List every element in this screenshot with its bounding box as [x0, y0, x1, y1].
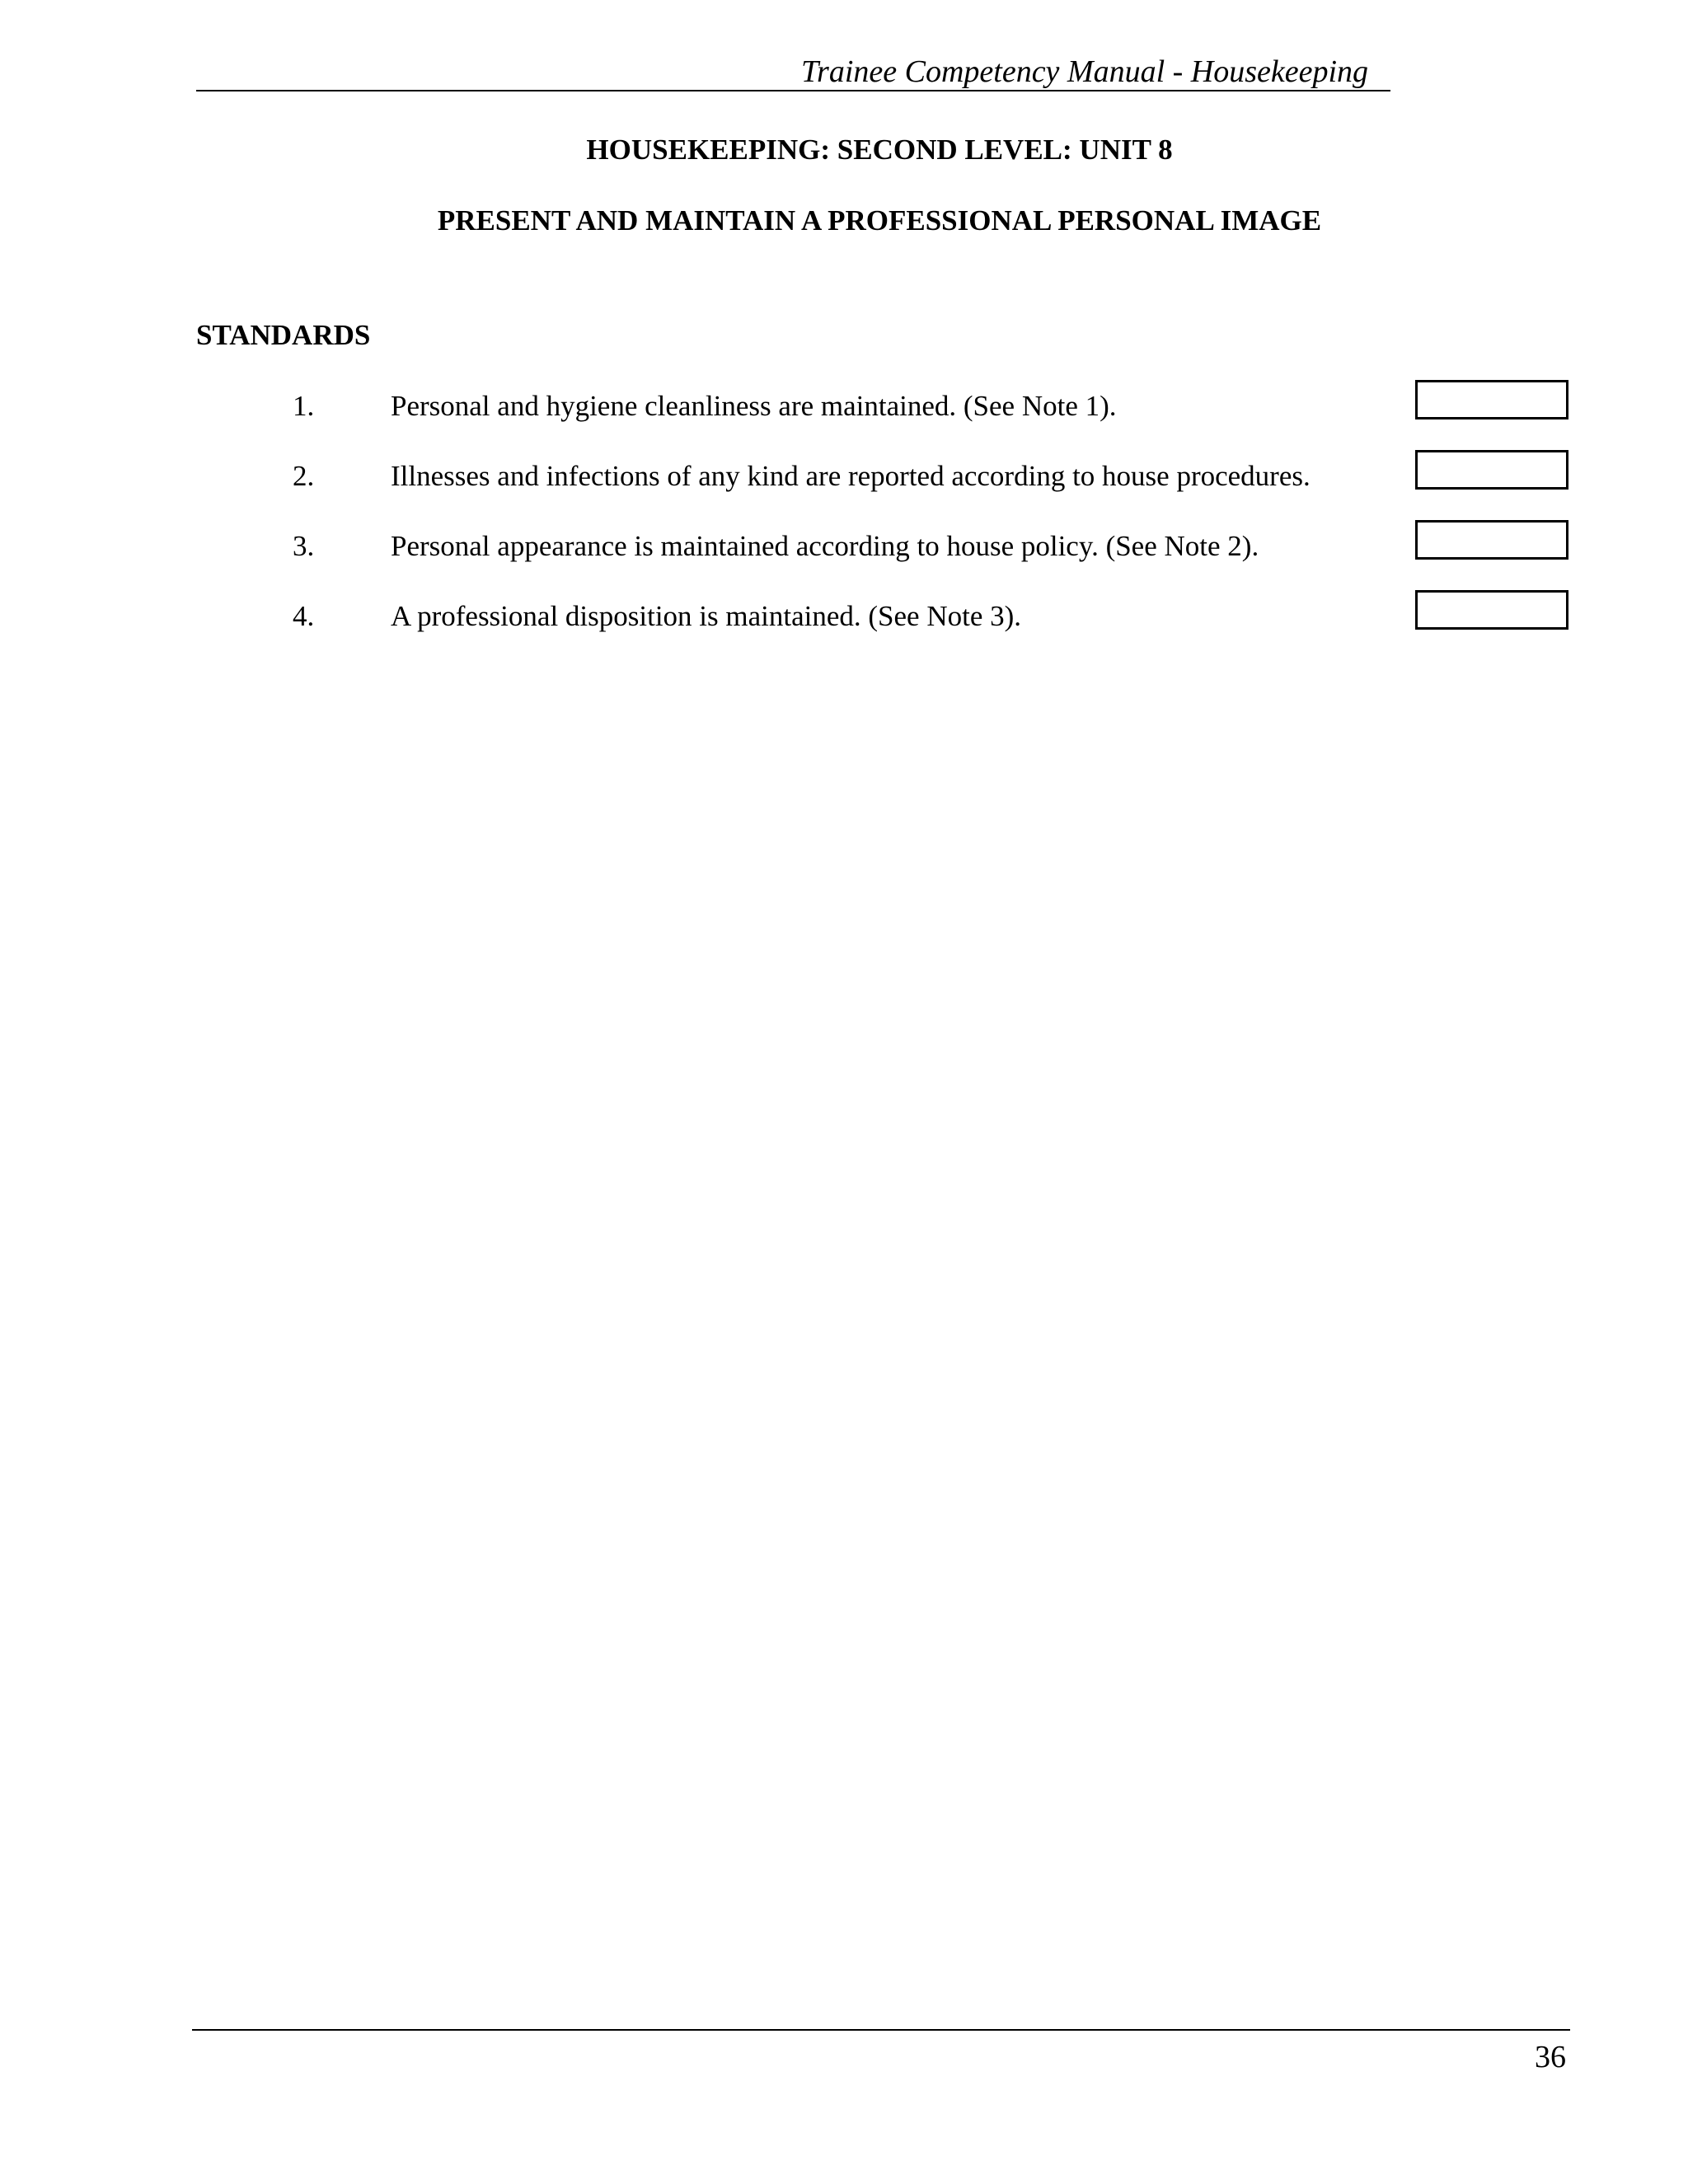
standard-item	[0, 390, 1688, 429]
standard-number: 2.	[293, 460, 315, 492]
standard-text: Personal appearance is maintained according to house policy. (See Note 2).	[391, 530, 1259, 562]
unit-title: PRESENT AND MAINTAIN A PROFESSIONAL PERSONAL IMAGE	[437, 204, 1322, 237]
competency-checkbox[interactable]	[1415, 520, 1568, 560]
standard-item	[0, 600, 1688, 640]
unit-level-heading: HOUSEKEEPING: SECOND LEVEL: UNIT 8	[586, 134, 1173, 166]
page-number: 36	[1535, 2040, 1566, 2074]
standard-item	[0, 460, 1688, 499]
competency-checkbox[interactable]	[1415, 380, 1568, 419]
standard-number: 1.	[293, 390, 315, 422]
standard-number: 3.	[293, 530, 315, 562]
competency-checkbox[interactable]	[1415, 590, 1568, 630]
standard-text: A professional disposition is maintained. (See Note 3).	[391, 600, 1022, 632]
standard-item	[0, 530, 1688, 569]
standards-heading: STANDARDS	[196, 319, 371, 351]
header-title: Trainee Competency Manual - Housekeeping	[799, 54, 1395, 89]
standard-text: Personal and hygiene cleanliness are maintained. (See Note 1).	[391, 390, 1117, 422]
standard-text: Illnesses and infections of any kind are reported according to house procedures.	[391, 460, 1311, 492]
standard-number: 4.	[293, 600, 315, 632]
header-rule	[196, 90, 1390, 91]
footer-rule	[192, 2029, 1570, 2031]
competency-checkbox[interactable]	[1415, 450, 1568, 490]
